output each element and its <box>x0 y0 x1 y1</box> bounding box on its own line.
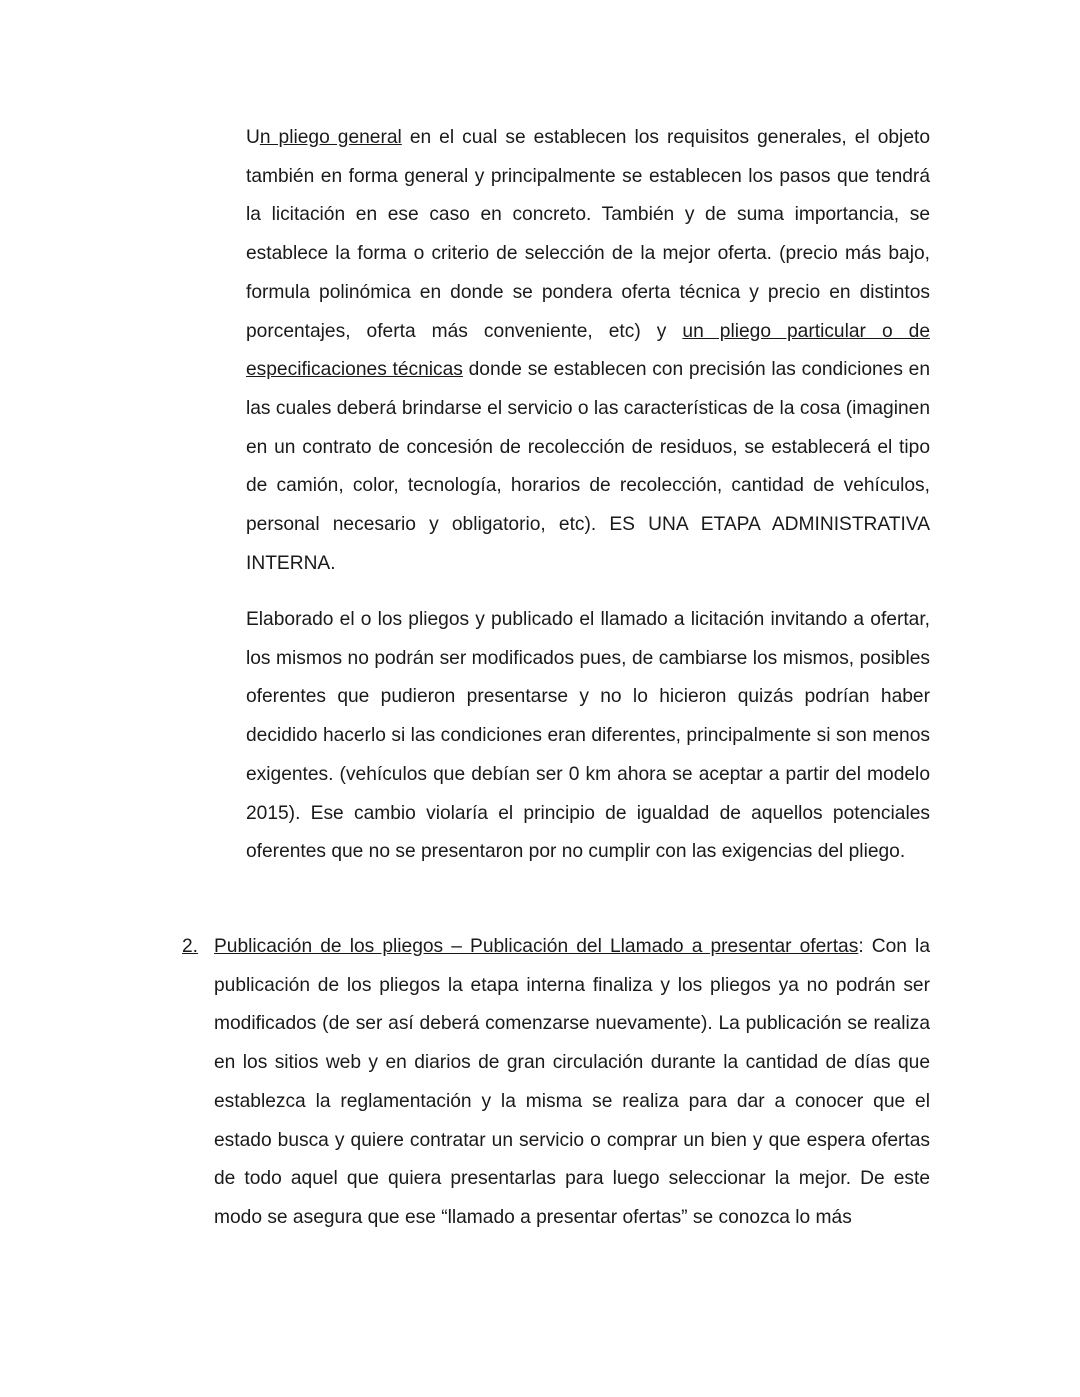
list-number: 2. <box>182 936 199 957</box>
paragraph2-text: Elaborado el o los pliegos y publicado el llamado a licitación invitando a ofertar, los mismos no podrán ser modificados pues, de cambiarse los mismos, posibles oferentes que pudieron presentarse y no lo hicieron quizás podrían haber decidido hacerlo si las condiciones eran diferentes, principalmente si son menos exigentes. (vehículos que debían ser 0 km ahora se aceptar a partir del modelo 2015). Ese cambio violaría el principio de igualdad de aquellos potenciales oferentes que no se presentaron por no cumplir con las exigencias del pliego. <box>246 609 930 863</box>
paragraph1-text-b: donde se establecen con precisión las condiciones en las cuales deberá brindarse el servicio o las características de la cosa (imaginen en un contrato de concesión de recolección de residuos, se establecerá el tipo de camión, color, tecnología, horarios de recolección, cantidad de vehículos, personal necesario y obligatorio, etc). ES UNA ETAPA ADMINISTRATIVA INTERNA. <box>246 359 930 574</box>
list-item-heading: Publicación de los pliegos – Publicación del Llamado a presentar ofertas <box>214 936 859 957</box>
underlined-pliego-general: n pliego general <box>259 127 402 148</box>
paragraph1-text-a: en el cual se establecen los requisitos generales, el objeto también en forma general y principalmente se establecen los pasos que tendrá la licitación en ese caso en concreto. También y de suma importancia, se establece la forma o criterio de selección de la mejor oferta. (precio más bajo, formula polinómica en donde se pondera oferta técnica y precio en distintos porcentajes, oferta más conveniente, etc) y <box>246 127 930 342</box>
list-item-publicacion <box>214 928 930 1238</box>
paragraph1-start: U <box>246 127 260 148</box>
list-item-text: : Con la publicación de los pliegos la etapa interna finaliza y los pliegos ya no podrán ser modificados (de ser así deberá comenzarse nuevamente). La publicación se realiza en los sitios web y en diarios de gran circulación durante la cantidad de días que establezca la reglamentación y la misma se realiza para dar a conocer que el estado busca y quiere contratar un servicio o comprar un bien y que espera ofertas de todo aquel que quiera presentarlas para luego seleccionar la mejor. De este modo se asegura que ese “llamado a presentar ofertas” se conozca lo más <box>214 936 930 1228</box>
underlined-pliego-particular: un pliego particular o de especificaciones técnicas <box>246 320 930 381</box>
paragraph-modificacion-pliegos <box>246 601 930 872</box>
paragraph-pliego-general <box>246 119 930 583</box>
